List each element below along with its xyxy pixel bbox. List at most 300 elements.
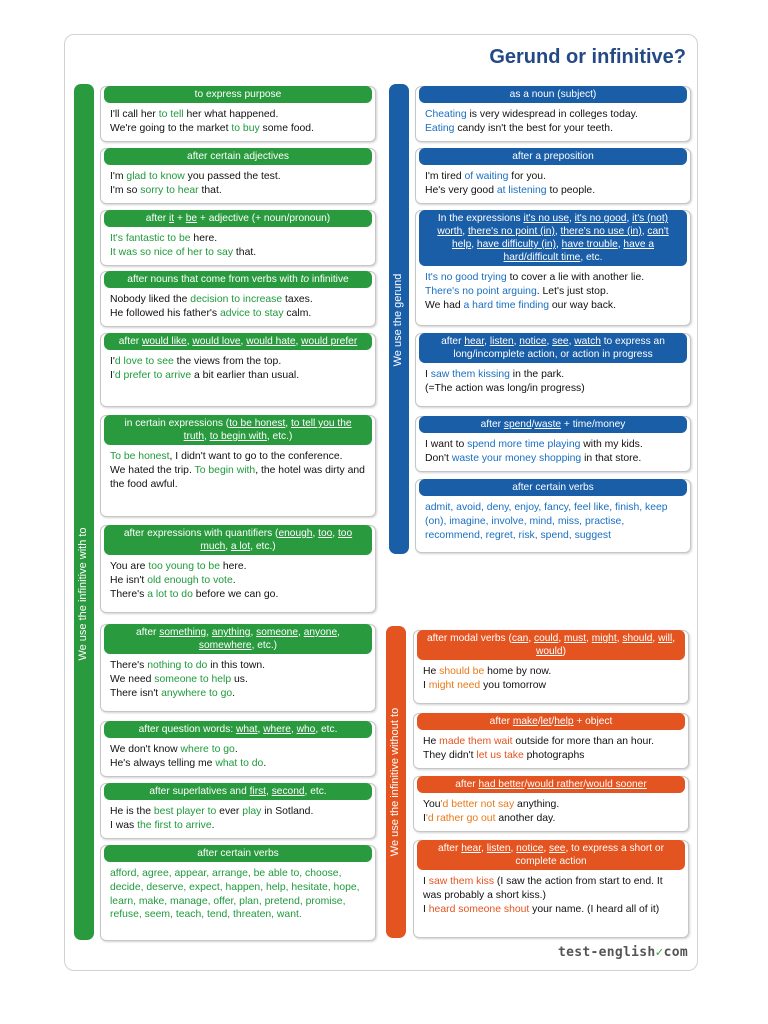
text-segment: our way back. [549,299,616,311]
text-segment: + [174,213,186,224]
box-header [104,210,372,227]
highlight-text: a hard time finding [463,299,549,311]
text-segment: should [622,633,653,644]
text-segment: be [185,213,198,224]
text-segment: . [263,757,267,769]
example-sentence [106,464,370,492]
text-segment: will [658,633,673,644]
text-segment: . [232,574,236,586]
text-segment: , [462,226,468,237]
text-segment: second [271,786,305,797]
text-segment: There's [110,588,148,600]
text-segment: , [558,633,565,644]
verb-list: admit, avoid, deny, enjoy, fancy, feel like, finish, keep (on), imagine, involve, mind, miss, practise, recommend, regret, risk, spend, suggest [425,502,668,541]
highlight-text: It's fantastic to be [110,233,191,244]
box-after-preposition [415,148,691,204]
text-segment: anything. [514,799,560,810]
text-segment: have difficulty (in) [476,239,556,250]
text-segment: (I saw the action from start to end. It was probably a short kiss.) [423,876,663,901]
box-header: to express purpose [104,86,372,103]
box-header [417,840,685,870]
text-segment: , [554,226,561,237]
text-segment: I'm tired [425,171,465,182]
box-header [104,624,372,654]
text-segment: for you. [508,171,546,182]
text-segment: / [524,779,528,790]
text-segment: another day. [495,812,556,824]
text-segment: , [312,528,319,539]
text-segment: candy isn't the best for your teeth. [454,122,613,134]
text-segment: in that store. [581,452,642,464]
check-icon: ✓ [655,945,664,960]
text-segment: would sooner [586,779,647,790]
highlight-text: old enough to vote [147,574,233,586]
text-segment: , [652,633,659,644]
box-header [419,210,687,266]
highlight-text: play [242,806,262,817]
highlight-text: let us take [476,749,524,761]
text-segment: after [437,843,462,854]
text-segment: to [300,274,310,285]
text-segment: who [296,724,316,735]
text-segment: after nouns that come from verbs with [127,274,301,285]
text-segment: , [616,633,623,644]
example-sentence [421,108,685,122]
text-segment: , etc. [580,252,603,263]
example-sentence [106,743,370,757]
example-sentence [106,805,370,819]
box-header [104,333,372,350]
box-quantifiers [100,525,376,613]
box-nouns-from-verbs [100,271,376,327]
text-segment: some food. [259,122,314,134]
text-segment: , [332,528,338,539]
example-sentence [419,735,683,749]
example-sentence [106,307,370,321]
text-segment: here. [219,561,247,572]
box-header: as a noun (subject) [419,86,687,103]
text-segment: a bit earlier than usual. [191,369,300,381]
text-segment: , [204,431,210,442]
text-segment: would like [141,336,187,347]
text-segment: There isn't [110,687,162,699]
example-sentence [421,271,685,285]
text-segment: you passed the test. [184,171,281,182]
text-segment: have trouble [561,239,618,250]
text-segment: There's [110,660,148,671]
box-it-be-adjective [100,210,376,266]
text-segment: in the park. [509,369,565,380]
example-sentence [106,757,370,771]
text-segment: (=The action was long/in progress) [425,382,585,394]
box-noun-subject [415,86,691,142]
box-header: after certain verbs [104,845,372,862]
text-segment: , [206,627,212,638]
infinitive-without-to-label: We use the infinitive without to [389,707,402,857]
text-segment: , [586,633,592,644]
highlight-text: It was so nice of her to say [110,246,234,258]
text-segment: , [556,239,562,250]
text-segment: something [159,627,207,638]
text-segment: , etc.) [250,541,276,552]
text-segment: / [537,716,541,727]
text-segment: must [564,633,587,644]
text-segment: after [480,419,504,430]
text-segment: it's no use [523,213,569,224]
highlight-text: saw them kiss [428,876,495,887]
highlight-text: To begin with [194,464,256,476]
box-header: after certain verbs [419,479,687,496]
text-segment: We need [110,673,155,685]
text-segment: / [583,779,587,790]
example-sentence [106,588,370,602]
text-segment: it's no good [574,213,627,224]
text-segment: would [535,646,563,657]
text-segment: In the expressions [437,213,524,224]
text-segment: listen [489,336,514,347]
text-segment: in certain expressions ( [124,418,230,429]
text-segment: , [569,213,575,224]
box-would-like [100,333,376,407]
text-segment: there's no use (in) [560,226,642,237]
example-sentence [106,108,370,122]
text-segment: to tell you the truth [183,418,352,442]
text-segment: You [423,799,441,810]
highlight-text: should be [439,666,485,677]
text-segment: , [285,418,291,429]
box-header [104,525,372,555]
highlight-text: might need [428,679,481,691]
box-modal-verbs [413,630,689,704]
text-segment: anything [211,627,251,638]
text-segment: + adjective (+ noun/pronoun) [197,213,331,224]
text-segment: waste [534,419,562,430]
example-sentence [419,665,683,679]
text-segment: home by now. [484,666,552,677]
highlight-text: where to go [180,744,235,755]
text-segment: , etc.) [266,431,293,442]
text-segment: too much [200,528,353,552]
box-header [104,271,372,288]
text-segment: I' [110,356,115,367]
text-segment: it [169,213,175,224]
text-segment: We hated the trip. [110,464,195,476]
box-header [417,713,685,730]
box-question-words [100,721,376,777]
text-segment: , the hotel was dirty and the food awful. [110,464,365,490]
page-title: Gerund or infinitive? [489,46,686,68]
box-header [104,721,372,738]
highlight-text: Cheating [425,109,467,120]
box-certain-expressions [100,415,376,517]
text-segment: , [528,633,534,644]
example-sentence [421,184,685,198]
text-segment: see [549,843,566,854]
text-segment: Don't [425,452,452,464]
text-segment: it's (not) worth [437,213,669,237]
text-segment: , [225,541,231,552]
text-segment: listen [486,843,511,854]
box-header [419,416,687,433]
text-segment: , [481,843,487,854]
text-segment: , [250,627,257,638]
text-segment: I [423,812,426,824]
text-segment: / [551,716,555,727]
text-segment: hear [461,843,482,854]
text-segment: He's very good [425,184,497,196]
highlight-text: waste your money shopping [451,452,582,464]
text-segment: after [145,213,170,224]
text-segment: had better [478,779,525,790]
box-expressions-gerund [415,210,691,326]
text-segment: , [543,843,550,854]
highlight-text: advice to stay [220,307,284,319]
text-segment: , [290,724,297,735]
text-segment: can't help [451,226,669,250]
text-segment: . [234,744,238,755]
example-sentence [421,368,685,382]
example-sentence [421,438,685,452]
highlight-text: to tell [158,109,184,120]
text-segment: They didn't [423,749,477,761]
box-perception-long-action [415,333,691,407]
text-segment: is very widespread in colleges today. [466,109,638,120]
text-segment: to people. [546,184,596,196]
text-segment: that. [233,246,257,258]
box-header [417,776,685,793]
example-sentence [419,875,683,903]
text-segment: . [232,687,236,699]
box-make-let-help [413,713,689,769]
text-segment: He's always telling me [110,757,216,769]
text-segment: would love [192,336,241,347]
text-segment: what [235,724,258,735]
text-segment: , [484,336,490,347]
example-sentence [421,452,685,466]
text-segment: , [672,633,676,644]
text-segment: , [626,213,633,224]
text-segment: infinitive [309,274,349,285]
example-sentence [106,355,370,369]
gerund-label: We use the gerund [392,273,405,367]
text-segment: We had [425,299,464,311]
text-segment: after [441,336,465,347]
text-segment: to express an long/incomplete action, or action in progress [453,336,665,360]
text-segment: Nobody liked the [110,294,191,305]
text-segment: , to express a short or complete action [515,843,664,867]
text-segment: + time/money [561,419,626,430]
box-something-anything [100,624,376,712]
highlight-text: saw them kissing [430,369,510,380]
text-segment: , [568,336,575,347]
example-sentence [106,232,370,246]
box-certain-adjectives [100,148,376,204]
text-segment: in Sotland. [261,806,314,817]
infinitive-without-to-bar [386,626,406,938]
text-segment: that. [198,184,222,196]
text-segment: . Let's just stop. [536,285,609,297]
text-segment: , [641,226,648,237]
text-segment: outside for more than an hour. [512,736,655,747]
text-segment: I [110,369,113,381]
text-segment: I'll call her [110,109,159,120]
text-segment: let [540,716,552,727]
highlight-text: spend more time playing [467,439,581,450]
highlight-text: It's no good trying [425,272,507,283]
text-segment: your name. (I heard all of it) [529,903,660,915]
highlight-text: at listening [496,184,547,196]
text-segment: , [298,627,304,638]
text-segment: see [552,336,569,347]
highlight-text: what to do [215,757,264,769]
highlight-text: sorry to hear [140,184,199,196]
example-sentence [106,450,370,464]
text-segment: notice [519,336,547,347]
highlight-text: To be honest [110,451,170,462]
highlight-text: made them wait [439,736,513,747]
text-segment: , [513,336,520,347]
box-had-better [413,776,689,832]
text-segment: taxes. [282,294,313,305]
highlight-text: of waiting [464,171,509,182]
text-segment: after [455,779,479,790]
text-segment: calm. [283,307,312,319]
text-segment: , [295,336,302,347]
text-segment: anyone [303,627,338,638]
text-segment: , I didn't want to go to the conference. [169,451,343,462]
example-sentence [106,574,370,588]
text-segment: someone [256,627,299,638]
text-segment: I [423,679,429,691]
example-sentence [106,246,370,260]
text-segment: to cover a lie with another lie. [506,272,645,283]
text-segment: I [423,876,429,887]
text-segment: He [423,736,440,747]
text-segment: the views from the top. [173,356,282,367]
text-segment: hear [464,336,485,347]
box-header: after certain adjectives [104,148,372,165]
highlight-text: best player to [153,806,217,817]
text-segment: too [318,528,333,539]
text-segment: I'm so [110,184,141,196]
highlight-text: 'd rather go out [425,812,496,824]
example-sentence [421,299,685,313]
text-segment: make [512,716,538,727]
text-segment: after [136,627,160,638]
highlight-text: too young to be [148,561,220,572]
verb-list: afford, agree, appear, arrange, be able to, choose, decide, deserve, expect, happen, help, hesitate, hope, learn, make, manage, offer, plan, pretend, promise, refuse, seem, teach, tend, threaten, want. [110,868,360,921]
text-segment: We're going to the market [110,122,232,134]
text-segment: to begin with [209,431,267,442]
highlight-text: decision to increase [190,294,283,305]
box-certain-verbs-gerund [415,479,691,553]
text-segment: He isn't [110,574,148,586]
text-segment: , [240,336,247,347]
text-segment: have a hard/difficult time [503,239,655,263]
text-segment: , [257,724,264,735]
highlight-text: There's no point arguing [425,285,537,297]
text-segment: / [531,419,535,430]
text-segment: . [211,819,215,831]
text-segment: notice [516,843,544,854]
infinitive-with-to-bar [74,84,94,940]
text-segment: , [266,786,272,797]
text-segment: We don't know [110,744,181,755]
text-segment: after [118,336,142,347]
example-sentence [106,184,370,198]
text-segment: after question words: [138,724,236,735]
text-segment: , etc. [315,724,338,735]
example-sentence [421,170,685,184]
example-sentence [106,369,370,383]
text-segment: in this town. [207,660,266,671]
text-segment: I'm [110,171,127,182]
text-segment: , [337,627,340,638]
box-express-purpose [100,86,376,142]
highlight-text: Eating [425,122,455,134]
text-segment: could [533,633,559,644]
text-segment: I was [110,819,138,831]
text-segment: I [423,903,429,915]
example-sentence [419,812,683,826]
text-segment: where [263,724,291,735]
text-segment: He [423,666,440,677]
text-segment: you tomorrow [480,679,547,691]
highlight-text: a lot to do [147,588,193,600]
text-segment: + object [573,716,613,727]
text-segment: here. [190,233,218,244]
text-segment: her what happened. [183,109,279,120]
text-segment: might [591,633,617,644]
text-segment: would rather [527,779,584,790]
example-sentence [106,819,370,833]
box-header: after a preposition [419,148,687,165]
text-segment: , etc. [304,786,327,797]
text-segment: help [554,716,574,727]
example-sentence [106,122,370,136]
text-segment: watch [574,336,601,347]
text-segment: He is the [110,806,154,817]
text-segment: , [617,239,624,250]
text-segment: somewhere [198,640,252,651]
text-segment: , [186,336,193,347]
box-header [104,415,372,445]
example-sentence [421,382,685,396]
highlight-text: nothing to do [147,660,208,671]
example-sentence [421,122,685,136]
highlight-text: someone to help [154,673,232,685]
box-superlatives [100,783,376,839]
highlight-text: glad to know [126,171,185,182]
text-segment: You are [110,561,149,572]
box-certain-verbs-infinitive [100,845,376,941]
example-sentence [106,687,370,701]
example-sentence [106,673,370,687]
example-sentence [106,560,370,574]
text-segment: , [510,843,517,854]
box-spend-waste [415,416,691,472]
box-header [104,783,372,800]
text-segment: would prefer [301,336,358,347]
example-sentence [419,749,683,763]
text-segment: can [511,633,529,644]
example-sentence [419,903,683,917]
text-segment: ever [216,806,243,817]
example-sentence [106,659,370,673]
text-segment: spend [503,419,532,430]
box-header [417,630,685,660]
text-segment: after [489,716,513,727]
